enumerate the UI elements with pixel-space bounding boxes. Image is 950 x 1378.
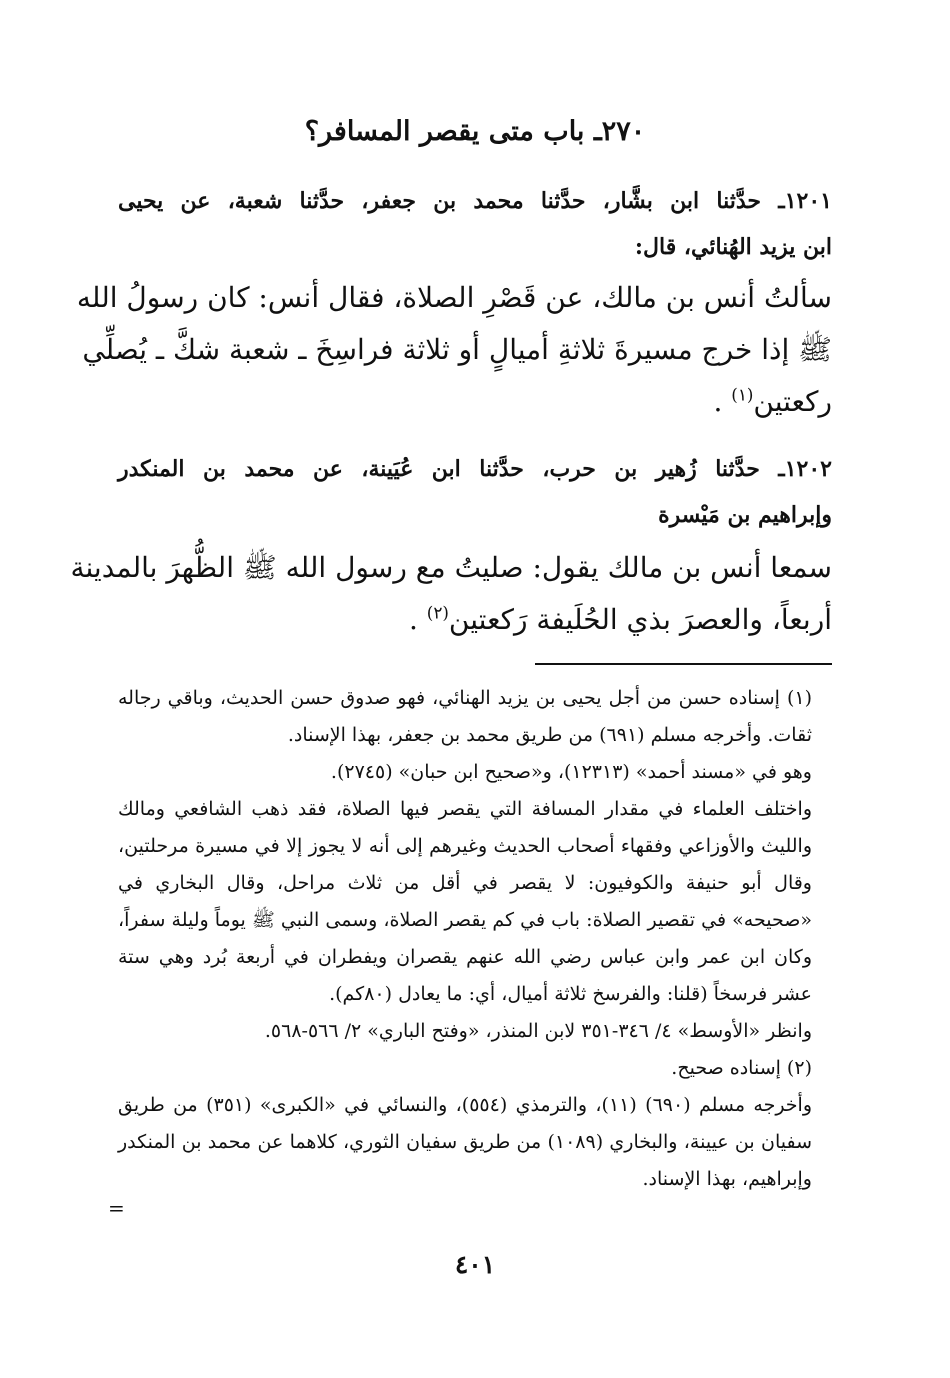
end-punct: . <box>713 385 723 418</box>
page-number: ٤٠١ <box>454 1250 496 1279</box>
footnote-ref: (١) <box>731 384 754 405</box>
hadith-1202-matn <box>70 542 832 646</box>
footnote-paragraph: وانظر «الأوسط» ٤/ ٣٤٦-٣٥١ لابن المنذر، «وفتح الباري» ٢/ ٥٦٦-٥٦٨. <box>264 1020 812 1042</box>
matn-line-last <box>118 376 832 428</box>
chapter-title: ٢٧٠ـ باب متى يقصر المسافر؟ <box>304 116 646 147</box>
footnote-ref: (٢) <box>426 602 449 623</box>
footnote-paragraph: واختلف العلماء في مقدار المسافة التي يقصر فيها الصلاة، فقد ذهب الشافعي ومالك والليث والأوزاعي وفقهاء أصحاب الحديث وغيرهم إلى أنه لا يجوز إلا في مسيرة مرحلتين، وقال أبو حنيفة والكوفيون: لا يقصر في أقل من ثلاث مراحل، وقال البخاري في «صحيحه» في تقصير الصلاة: باب في كم يقصر الصلاة، وسمى النبي ﷺ يوماً وليلة سفراً، وكان ابن عمر وابن عباس رضي الله عنهم يقصران ويفطران في أربعة بُرد وهي ستة عشر فرسخاً (قلنا: والفرسخ ثلاثة أميال، أي: ما يعادل (٨٠كم). <box>118 798 812 1005</box>
footnote-separator <box>535 663 832 665</box>
matn-line-last <box>118 594 832 646</box>
end-punct: . <box>408 603 418 636</box>
footnote-paragraph: (١) إسناده حسن من أجل يحيى بن يزيد الهنائي، فهو صدوق حسن الحديث، وباقي رجاله ثقات. وأخرجه مسلم (٦٩١) من طريق محمد بن جعفر، بهذا الإسناد. <box>118 687 812 746</box>
isnad-line: ابن يزيد الهُنائي، قال: <box>634 234 832 260</box>
matn-line: سمعا أنس بن مالك يقول: صليتُ مع رسول الله ﷺ الظُّهرَ بالمدينة <box>70 551 832 584</box>
footnote-paragraph: وهو في «مسند أحمد» (١٢٣١٣)، و«صحيح ابن حبان» (٢٧٤٥). <box>330 761 812 783</box>
isnad-line: ١٢٠٢ـ حدَّثنا زُهير بن حرب، حدَّثنا ابن عُيَينة، عن محمد بن المنكدر <box>118 456 832 482</box>
hadith-1201-matn <box>76 272 832 428</box>
hadith-1201-isnad <box>118 178 832 270</box>
matn-line: ﷺ إذا خرج مسيرةَ ثلاثةِ أميالٍ أو ثلاثة فراسِخَ ـ شعبة شكَّ ـ يُصلِّي <box>82 333 832 366</box>
matn-text: ركعتين <box>753 385 832 418</box>
footnote-paragraph: وأخرجه مسلم (٦٩٠) (١١)، والترمذي (٥٥٤)، والنسائي في «الكبرى» (٣٥١) من طريق سفيان بن عيينة، والبخاري (١٠٨٩) من طريق سفيان الثوري، كلاهما عن محمد بن المنكدر وإبراهيم، بهذا الإسناد. <box>118 1094 813 1190</box>
continuation-mark: = <box>108 1196 125 1220</box>
isnad-line: وإبراهيم بن مَيْسرة <box>658 502 832 528</box>
footnote-paragraph: (٢) إسناده صحيح. <box>671 1057 812 1079</box>
isnad-line: ١٢٠١ـ حدَّثنا ابن بشَّار، حدَّثنا محمد بن جعفر، حدَّثنا شعبة، عن يحيى <box>118 188 832 214</box>
hadith-1202-isnad <box>118 446 832 538</box>
matn-text: أربعاً، والعصرَ بذي الحُلَيفة رَكعتين <box>448 603 832 636</box>
footnotes <box>118 680 832 1198</box>
matn-line: سألتُ أنس بن مالك، عن قَصْرِ الصلاة، فقال أنس: كان رسولُ الله <box>76 281 832 314</box>
